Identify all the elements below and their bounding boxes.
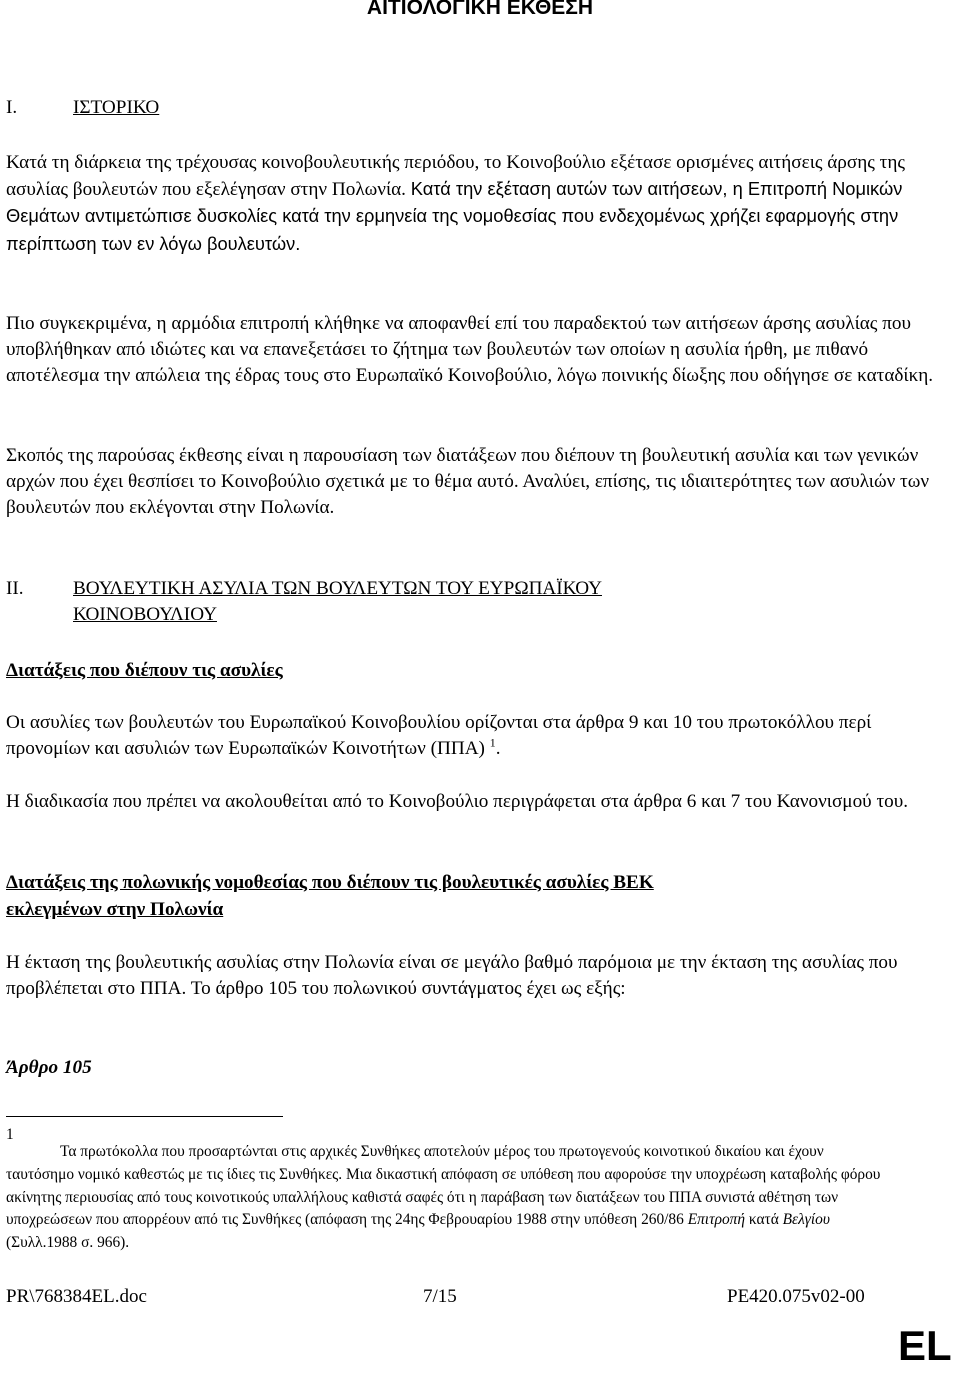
- footnote-text: [6, 1141, 881, 1254]
- footer-doc-ref: PR\768384EL.doc: [6, 1286, 147, 1307]
- footnote-number: 1: [6, 1126, 14, 1143]
- article-heading: Άρθρο 105: [6, 1057, 92, 1078]
- paragraph: [6, 710, 956, 762]
- footnote-text-part: (Συλλ.1988 σ. 966).: [6, 1233, 130, 1251]
- paragraph-text: .: [495, 738, 501, 760]
- document-title: ΑΙΤΙΟΛΟΓΙΚΗ ΕΚΘΕΣΗ: [366, 0, 594, 19]
- subheading-line: εκλεγμένων στην Πολωνία: [6, 899, 224, 920]
- paragraph-text: Κατά τη διάρκεια της τρέχουσας κοινοβουλευτικής περιόδου, το Κοινοβούλιο εξέτασε ορισμένες αιτήσεις άρσης της ασυλίας βουλευτών που εξελέγησαν στην Πολωνία.: [6, 152, 905, 201]
- section-number: II.: [6, 578, 24, 599]
- section-heading: ΙΣΤΟΡΙΚΟ: [73, 97, 160, 118]
- footnote-text-italic: Επιτροπή: [687, 1211, 746, 1229]
- footer-page-number: 7/15: [423, 1286, 457, 1307]
- paragraph: Σκοπός της παρούσας έκθεσης είναι η παρουσίαση των διατάξεων που διέπουν τη βουλευτική ασυλία και των γενικών αρχών που έχει θεσπίσει το Κοινοβούλιο σχετικά με το θέμα αυτό. Αναλύει, επίσης, τις ιδιαιτερότητες των ασυλιών των βουλευτών που εκλέγονται στην Πολωνία.: [6, 445, 930, 519]
- section-number: I.: [6, 97, 18, 118]
- footnote-text-part: κατά: [745, 1211, 783, 1229]
- paragraph-text: Οι ασυλίες των βουλευτών του Ευρωπαϊκού Κοινοβουλίου ορίζονται στα άρθρα 9 και 10 του πρωτοκόλλου περί προνομίων και ασυλιών των Ευρωπαϊκών Κοινοτήτων (ΠΠΑ): [6, 712, 872, 760]
- language-code: EL: [898, 1322, 952, 1369]
- footnote-separator: [6, 1116, 283, 1117]
- paragraph-text: Κατά την εξέταση αυτών των αιτήσεων, η Επιτροπή Νομικών Θεμάτων αντιμετώπισε δυσκολίες κατά την ερμηνεία της νομοθεσίας που ενδεχομένως χρήζει εφαρμογής στην περίπτωση των εν λόγω βουλευτών.: [6, 178, 903, 254]
- footnote-text-italic: Βελγίου: [782, 1211, 830, 1229]
- section-heading-line: ΒΟΥΛΕΥΤΙΚΗ ΑΣΥΛΙΑ ΤΩΝ ΒΟΥΛΕΥΤΩΝ ΤΟΥ ΕΥΡΩΠΑΪΚΟΥ: [73, 578, 602, 599]
- paragraph: Πιο συγκεκριμένα, η αρμόδια επιτροπή κλήθηκε να αποφανθεί επί του παραδεκτού των αιτήσεων άρσης ασυλίας που υποβλήθηκαν από ιδιώτες και να επανεξετάσει το ζήτημα των βουλευτών των οποίων η ασυλία ήρθη, με πιθανό αποτέλεσμα την απώλεια της έδρας τους στο Ευρωπαϊκό Κοινοβούλιο, λόγω ποινικής δίωξης που οδήγησε σε καταδίκη.: [6, 313, 934, 387]
- section-heading-line: ΚΟΙΝΟΒΟΥΛΙΟΥ: [73, 604, 217, 625]
- footer-doc-code: PE420.075v02-00: [727, 1286, 865, 1307]
- footnote-text-part: Τα πρωτόκολλα που προσαρτώνται στις αρχικές Συνθήκες αποτελούν μέρος του πρωτογενούς κοινοτικού δικαίου και έχουν ταυτόσημο νομικό καθεστώς με τις ίδιες τις Συνθήκες. Μια δικαστική απόφαση σε υπόθεση που αφορούσε την υποχρέωση καταβολής φόρου ακίνητης περιουσίας από τους κοινοτικούς υπαλλήλους καθιστά σαφές ότι η παράβαση των διατάξεων του ΠΠΑ συνιστά αθέτηση των υποχρεώσεων που απορρέουν από τις Συνθήκες (απόφαση της 24ης Φεβρουαρίου 1988 στην υπόθεση 260/86: [6, 1143, 881, 1229]
- subheading: Διατάξεις που διέπουν τις ασυλίες: [6, 660, 283, 681]
- paragraph: Η έκταση της βουλευτικής ασυλίας στην Πολωνία είναι σε μεγάλο βαθμό παρόμοια με την έκταση της ασυλίας που προβλέπεται στο ΠΠΑ. Το άρθρο 105 του πολωνικού συντάγματος έχει ως εξής:: [6, 952, 898, 1000]
- paragraph: [6, 150, 956, 258]
- subheading-line: Διατάξεις της πολωνικής νομοθεσίας που διέπουν τις βουλευτικές ασυλίες ΒΕΚ: [6, 872, 654, 893]
- paragraph: Η διαδικασία που πρέπει να ακολουθείται από το Κοινοβούλιο περιγράφεται στα άρθρα 6 και 7 του Κανονισμού του.: [6, 791, 909, 812]
- footnote-ref: 1: [489, 735, 496, 750]
